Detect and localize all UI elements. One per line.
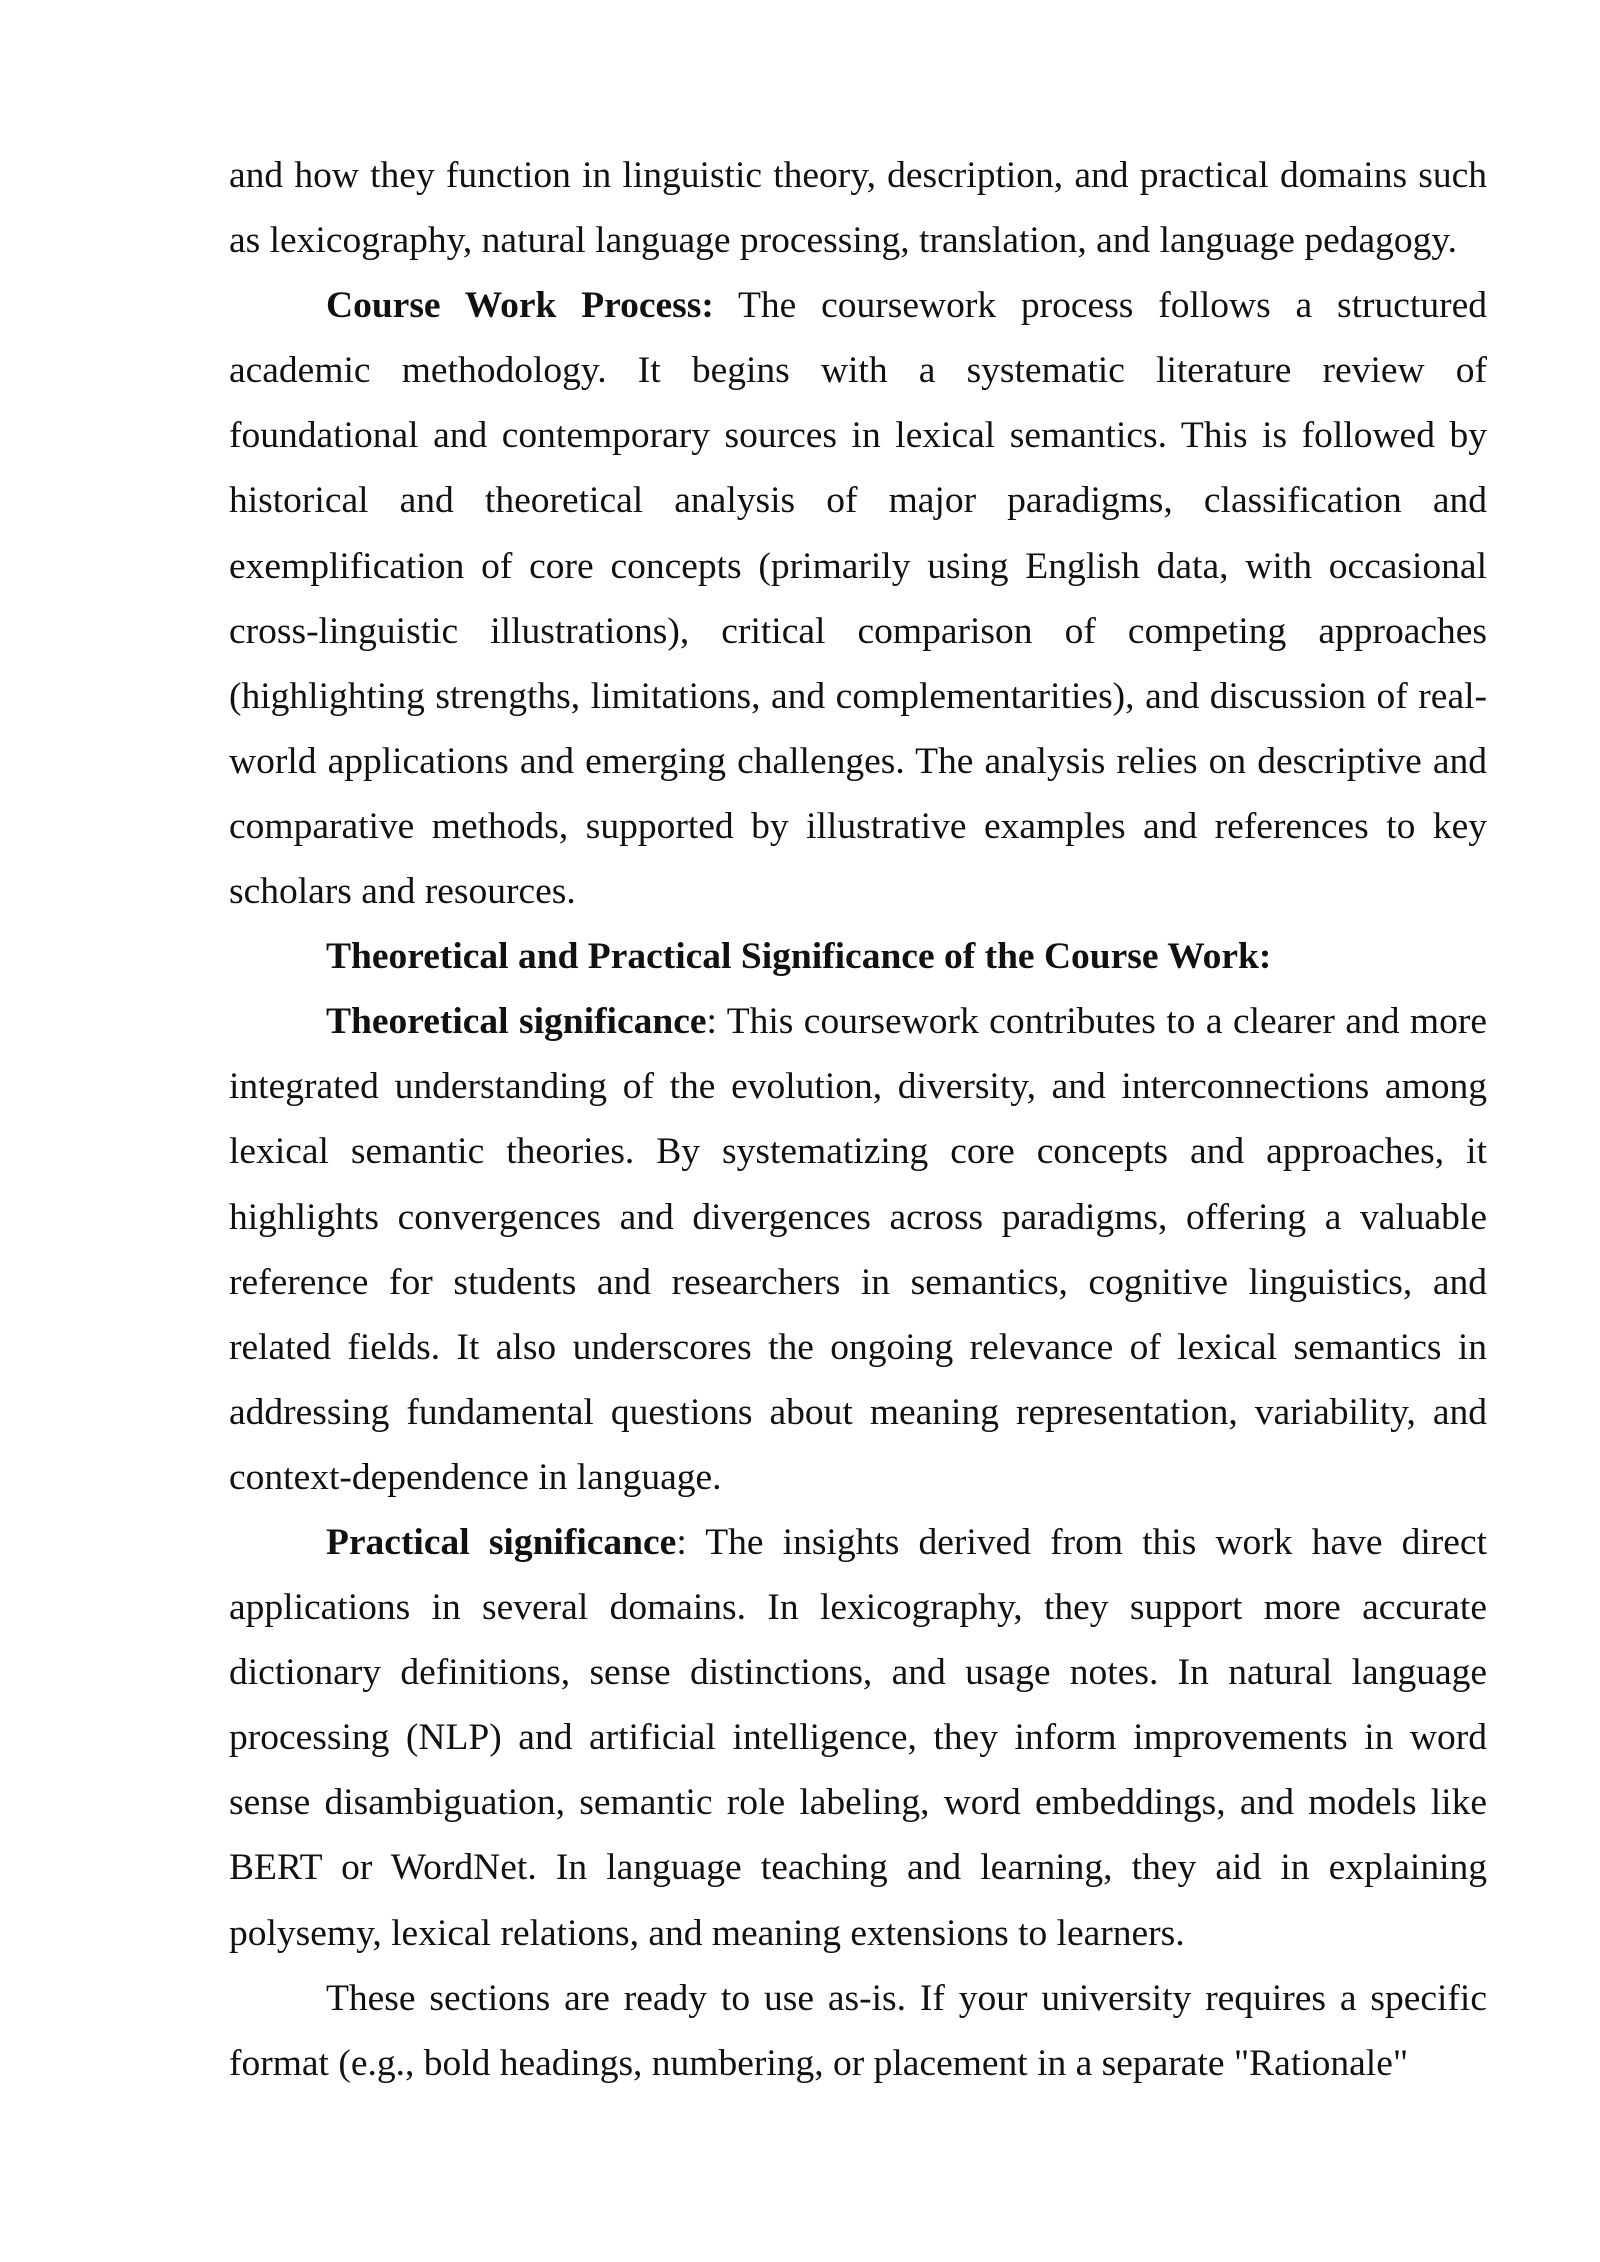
section-heading-significance xyxy=(229,924,1487,989)
paragraph-intro-continuation xyxy=(229,143,1487,273)
paragraph-label: Practical significance xyxy=(326,1521,677,1563)
paragraph-text: These sections are ready to use as-is. If your university requires a specific format (e.g., bold headings, numbering, or placement in a separate "Rationale" xyxy=(229,1977,1487,2084)
paragraph-text: and how they function in linguistic theory, description, and practical domains such as lexicography, natural language processing, translation, and language pedagogy. xyxy=(229,155,1487,262)
paragraph-course-work-process xyxy=(229,273,1487,924)
paragraph-text: The coursework process follows a structured academic methodology. It begins with a systematic literature review of foundational and contemporary sources in lexical semantics. This is followed by historical and theoretical analysis of major paradigms, classification and exemplification of core concepts (primarily using English data, with occasional cross-linguistic illustrations), critical comparison of competing approaches (highlighting strengths, limitations, and complementarities), and discussion of real-world applications and emerging challenges. The analysis relies on descriptive and comparative methods, supported by illustrative examples and references to key scholars and resources. xyxy=(229,285,1487,913)
paragraph-text: : This coursework contributes to a clearer and more integrated understanding of the evolution, diversity, and interconnections among lexical semantic theories. By systematizing core concepts and approaches, it highlights convergences and divergences across paradigms, offering a valuable reference for students and researchers in semantics, cognitive linguistics, and related fields. It also underscores the ongoing relevance of lexical semantics in addressing fundamental questions about meaning representation, variability, and context-dependence in language. xyxy=(229,1001,1487,1498)
paragraph-theoretical-significance xyxy=(229,989,1487,1510)
paragraph-text: : The insights derived from this work have direct applications in several domains. In lexicography, they support more accurate dictionary definitions, sense distinctions, and usage notes. In natural language processing (NLP) and artificial intelligence, they inform improvements in word sense disambiguation, semantic role labeling, word embeddings, and models like BERT or WordNet. In language teaching and learning, they aid in explaining polysemy, lexical relations, and meaning extensions to learners. xyxy=(229,1521,1487,1954)
paragraph-label: Theoretical significance xyxy=(326,1001,707,1043)
paragraph-practical-significance xyxy=(229,1510,1487,1966)
paragraph-label: Course Work Process: xyxy=(326,285,714,327)
paragraph-closing-note xyxy=(229,1966,1487,2096)
heading-text: Theoretical and Practical Significance of the Course Work: xyxy=(326,936,1272,978)
document-body xyxy=(229,143,1487,2096)
